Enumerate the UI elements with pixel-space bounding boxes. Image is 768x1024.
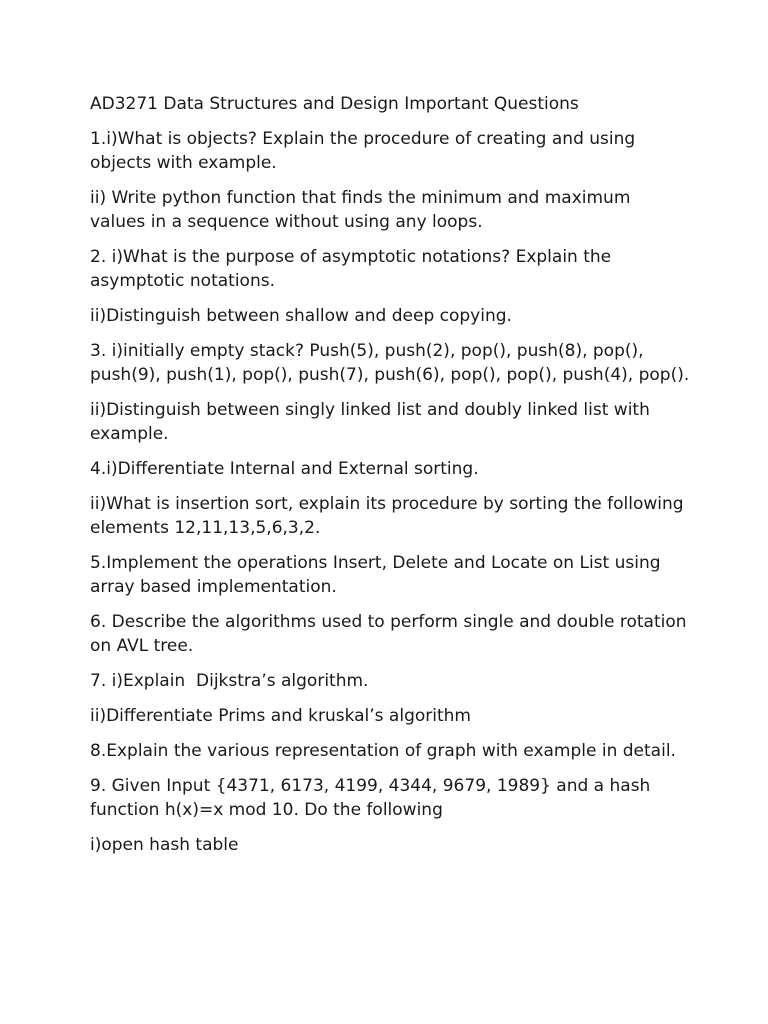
question-9-i: i)open hash table bbox=[90, 835, 239, 855]
question-8: 8.Explain the various representation of graph with example in detail. bbox=[90, 741, 676, 761]
question-4-ii: ii)What is insertion sort, explain its procedure by sorting the following elements 12,11,13,5,6,3,2. bbox=[90, 494, 689, 538]
question-5: 5.Implement the operations Insert, Delete and Locate on List using array based implementation. bbox=[90, 553, 666, 597]
question-2-i: 2. i)What is the purpose of asymptotic notations? Explain the asymptotic notations. bbox=[90, 247, 617, 291]
question-1-ii: ii) Write python function that finds the minimum and maximum values in a sequence without using any loops. bbox=[90, 188, 636, 232]
question-6: 6. Describe the algorithms used to perform single and double rotation on AVL tree. bbox=[90, 612, 692, 656]
document-page bbox=[90, 92, 690, 868]
question-3-ii: ii)Distinguish between singly linked list and doubly linked list with example. bbox=[90, 400, 656, 444]
question-3-i: 3. i)initially empty stack? Push(5), push(2), pop(), push(8), pop(), push(9), push(1), pop(), push(7), push(6), pop(), pop(), push(4), pop(). bbox=[90, 341, 690, 385]
question-4-i: 4.i)Differentiate Internal and External sorting. bbox=[90, 459, 479, 479]
question-9: 9. Given Input {4371, 6173, 4199, 4344, 9679, 1989} and a hash function h(x)=x mod 10. Do the following bbox=[90, 776, 656, 820]
question-2-ii: ii)Distinguish between shallow and deep copying. bbox=[90, 306, 512, 326]
document-title: AD3271 Data Structures and Design Important Questions bbox=[90, 94, 579, 114]
question-1-i: 1.i)What is objects? Explain the procedure of creating and using objects with example. bbox=[90, 129, 641, 173]
question-7-ii: ii)Differentiate Prims and kruskal’s algorithm bbox=[90, 706, 471, 726]
question-7-i: 7. i)Explain Dijkstra’s algorithm. bbox=[90, 671, 369, 691]
